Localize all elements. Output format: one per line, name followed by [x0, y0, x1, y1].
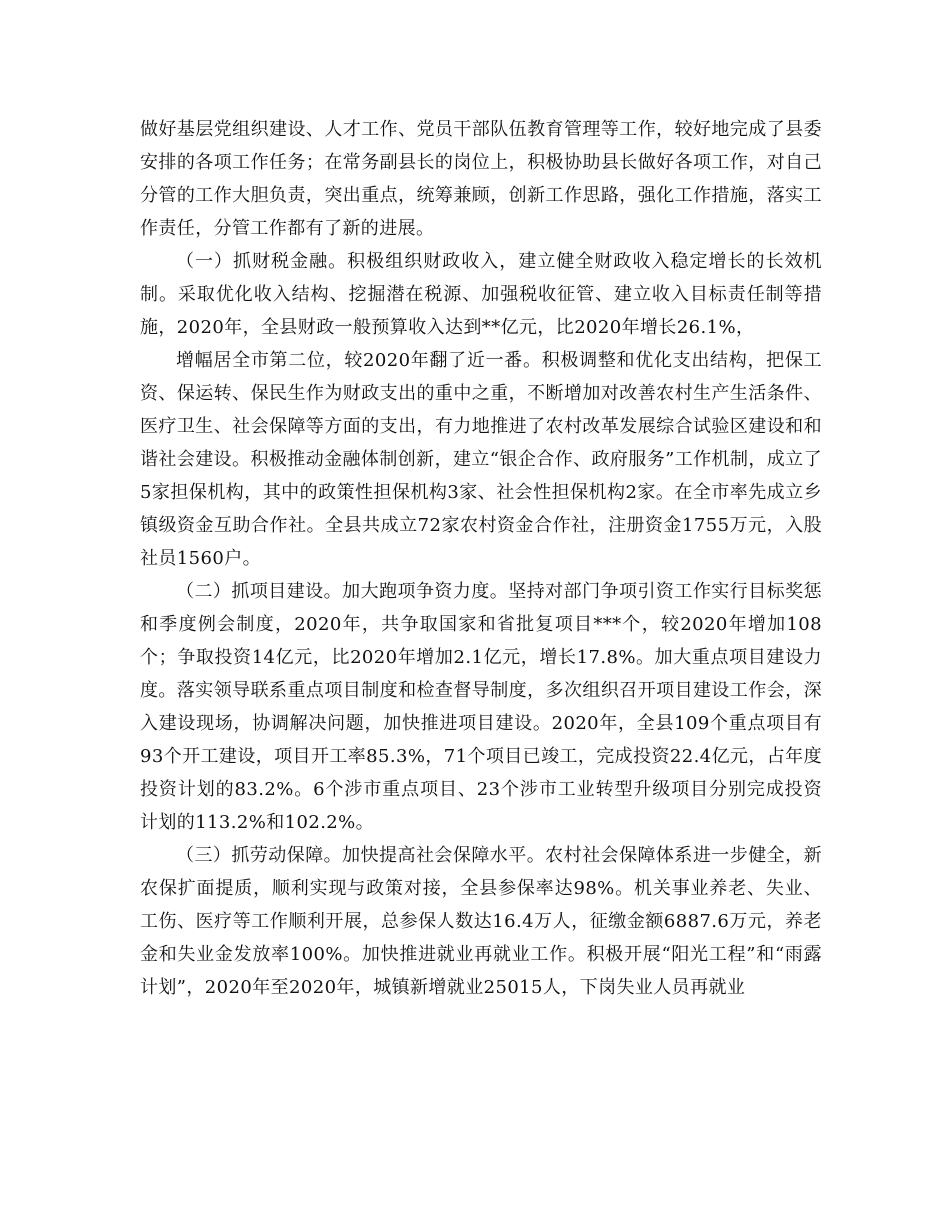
paragraph-labor-security: （三）抓劳动保障。加快提高社会保障水平。农村社会保障体系进一步健全，新农保扩面提质，顺利实现与政策对接，全县参保率达98%。机关事业养老、失业、工伤、医疗等工作顺利开展，总参保人数达16.4万人，征缴金额6887.6万元，养老金和失业金发放率100%。加快推进就业再就业工作。积极开展“阳光工程”和“雨露计划”，2020年至2020年，城镇新增就业25015人，下岗失业人员再就业 [140, 845, 822, 998]
paragraph-intro: 做好基层党组织建设、人才工作、党员干部队伍教育管理等工作，较好地完成了县委安排的各项工作任务；在常务副县长的岗位上，积极协助县长做好各项工作，对自己分管的工作大胆负责，突出重点，统筹兼顾，创新工作思路，强化工作措施，落实工作责任，分管工作都有了新的进展。 [140, 119, 822, 239]
document-body [140, 113, 822, 1004]
paragraph-projects: （二）抓项目建设。加大跑项争资力度。坚持对部门争项引资工作实行目标奖惩和季度例会制度，2020年，共争取国家和省批复项目***个，较2020年增加108个；争取投资14亿元，比2020年增加2.1亿元，增长17.8%。加大重点项目建设力度。落实领导联系重点项目制度和检查督导制度，多次组织召开项目建设工作会，深入建设现场，协调解决问题，加快推进项目建设。2020年，全县109个重点项目有93个开工建设，项目开工率85.3%，71个项目已竣工，完成投资22.4亿元，占年度投资计划的83.2%。6个涉市重点项目、23个涉市工业转型升级项目分别完成投资计划的113.2%和102.2%。 [140, 581, 822, 833]
paragraph-finance: （一）抓财税金融。积极组织财政收入，建立健全财政收入稳定增长的长效机制。采取优化收入结构、挖掘潜在税源、加强税收征管、建立收入目标责任制等措施，2020年，全县财政一般预算收入达到**亿元，比2020年增长26.1%， [140, 251, 822, 338]
paragraph-finance-continued: 增幅居全市第二位，较2020年翻了近一番。积极调整和优化支出结构，把保工资、保运转、保民生作为财政支出的重中之重，不断增加对改善农村生产生活条件、医疗卫生、社会保障等方面的支出，有力地推进了农村改革发展综合试验区建设和和谐社会建设。积极推动金融体制创新，建立“银企合作、政府服务”工作机制，成立了5家担保机构，其中的政策性担保机构3家、社会性担保机构2家。在全市率先成立乡镇级资金互助合作社。全县共成立72家农村资金合作社，注册资金1755万元，入股社员1560户。 [140, 350, 822, 569]
